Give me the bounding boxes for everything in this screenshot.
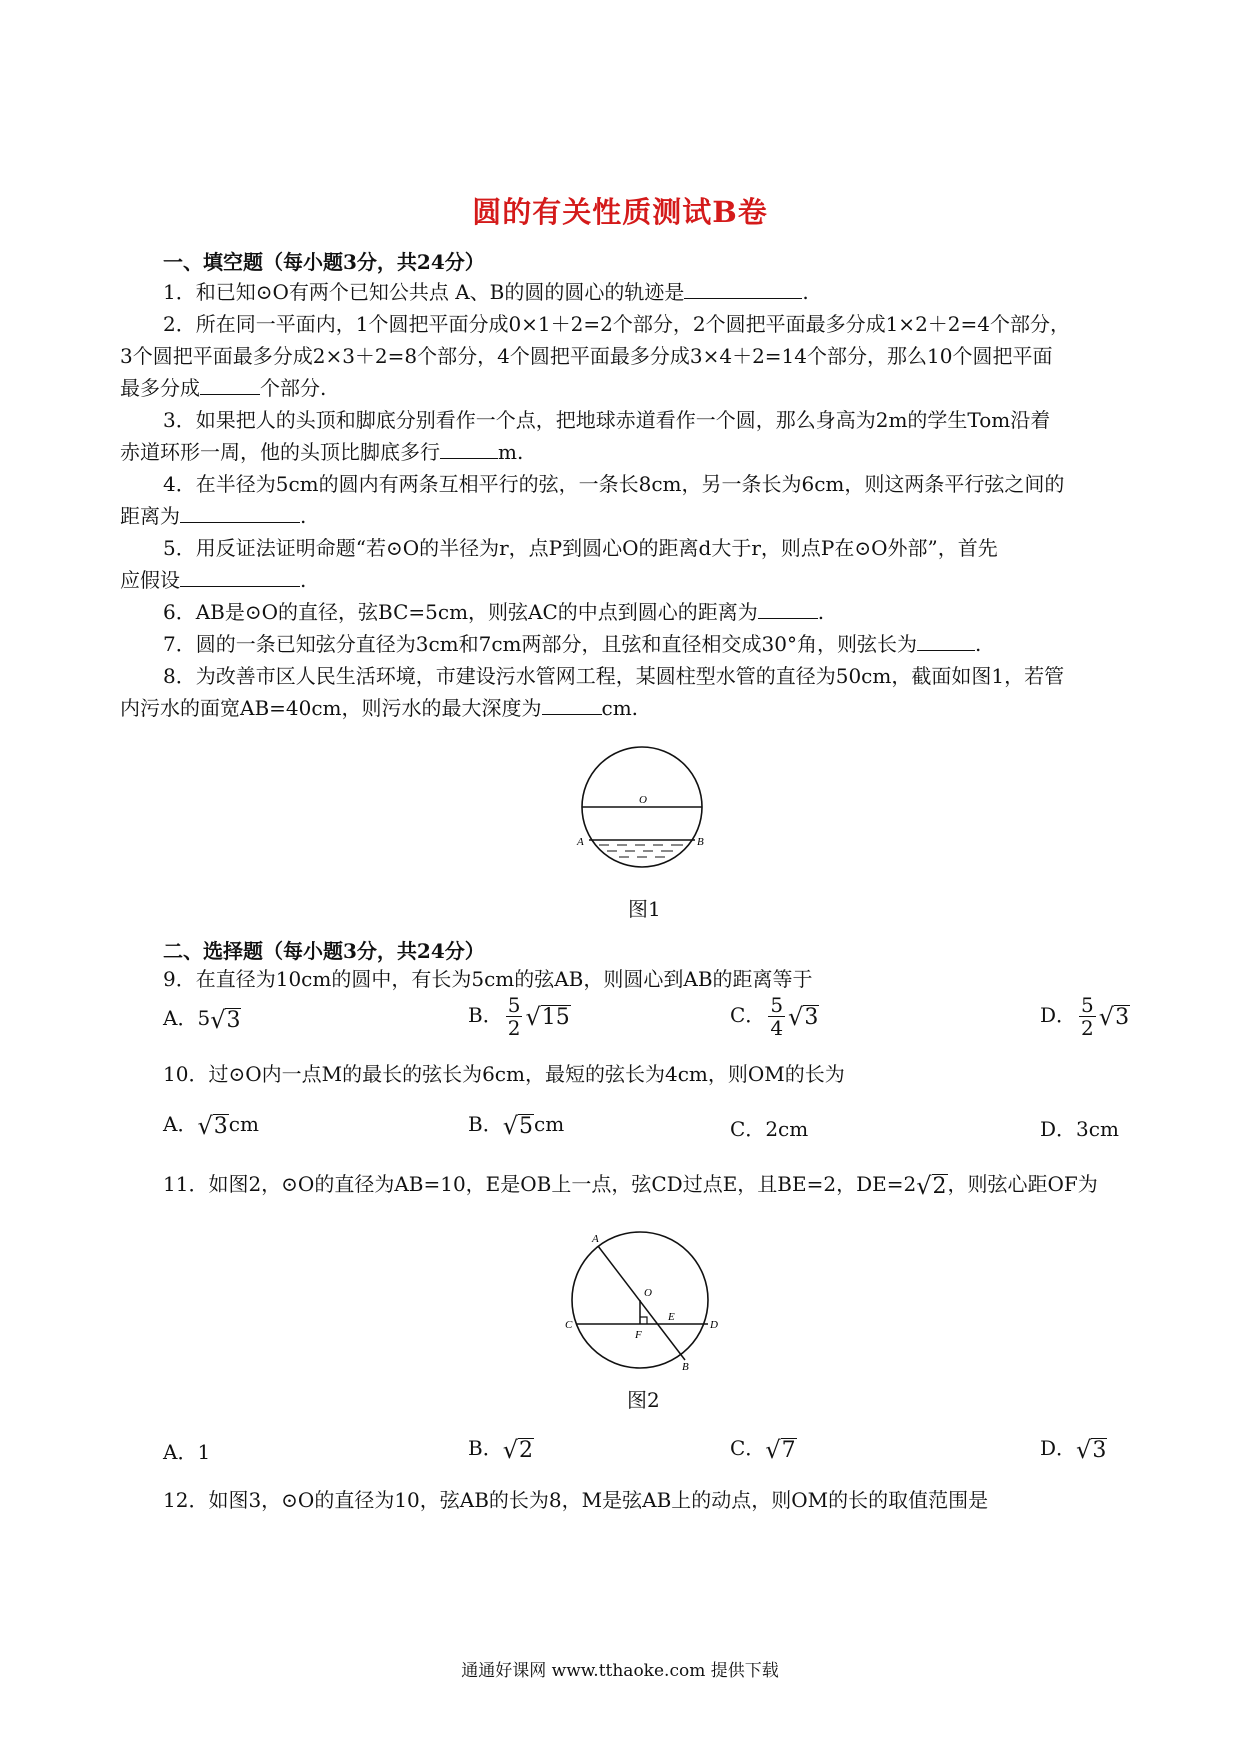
answer-blank-7 <box>917 632 975 651</box>
sqrt: √ 3 <box>1076 1435 1107 1464</box>
fraction: $\frac{5}{4}$ <box>770 993 784 1040</box>
question-2-text-b: 个部分. <box>260 376 327 400</box>
q10-option-c: C．2cm <box>730 1117 809 1141</box>
sqrt: √ 7 <box>765 1435 796 1464</box>
question-8-text-a: 内污水的面宽AB=40cm，则污水的最大深度为 <box>120 696 542 720</box>
q9-option-d: D． $\frac{5}{2}$ √ 3 <box>1040 993 1130 1040</box>
question-4-text-b: . <box>300 504 307 528</box>
question-1 <box>163 280 809 304</box>
question-3-text-b: m. <box>498 440 524 464</box>
label-c: C <box>565 1319 573 1331</box>
sqrt: √ 3 <box>788 1002 819 1031</box>
answer-blank-6 <box>758 600 818 619</box>
sqrt: √ 2 <box>502 1435 533 1464</box>
label-a: A <box>592 1233 599 1245</box>
label-b: B <box>697 836 704 848</box>
label-o: O <box>639 794 647 806</box>
question-4-line-2 <box>120 504 306 528</box>
q11-option-d: D． √ 3 <box>1040 1435 1107 1464</box>
question-4-text-a: 距离为 <box>120 504 180 528</box>
answer-blank-2 <box>200 376 260 395</box>
question-5-line-1: 5．用反证法证明命题“若⊙O的半径为r，点P到圆心O的距离d大于r，则点P在⊙O外部”，首先 <box>163 536 998 560</box>
sqrt: √ 3 <box>1098 1002 1130 1031</box>
question-1-end: . <box>802 280 809 304</box>
section-heading-fill-in: 一、填空题（每小题3分，共24分） <box>163 250 485 274</box>
question-3-text-a: 赤道环形一周，他的头顶比脚底多行 <box>120 440 440 464</box>
right-angle-mark <box>640 1317 647 1324</box>
q11-option-b: B． √ 2 <box>468 1435 533 1464</box>
q10-option-d: D．3cm <box>1040 1117 1119 1141</box>
question-9: 9．在直径为10cm的圆中，有长为5cm的弦AB，则圆心到AB的距离等于 <box>163 967 813 991</box>
question-6-text: 6．AB是⊙O的直径，弦BC=5cm，则弦AC的中点到圆心的距离为 <box>163 600 758 624</box>
page-footer: 通通好课网 www.tthaoke.com 提供下载 <box>461 1661 779 1681</box>
q9-option-c: C． $\frac{5}{4}$ √ 3 <box>730 993 819 1040</box>
question-2-line-1: 2．所在同一平面内，1个圆把平面分成0×1＋2=2个部分，2个圆把平面最多分成1×2＋2=4个部分， <box>163 312 1071 336</box>
label-b: B <box>682 1361 689 1372</box>
answer-blank-4 <box>180 504 300 523</box>
q11-option-a: A．1 <box>163 1440 211 1464</box>
question-8-line-1: 8．为改善市区人民生活环境，市建设污水管网工程，某圆柱型水管的直径为50cm，截面如图1，若管 <box>163 664 1065 688</box>
question-4-line-1: 4．在半径为5cm的圆内有两条互相平行的弦，一条长8cm，另一条长为6cm，则这两条平行弦之间的 <box>163 472 1065 496</box>
question-5-text-b: . <box>300 568 307 592</box>
label-e: E <box>668 1311 675 1323</box>
question-6-end: . <box>817 600 825 624</box>
question-7-text: 7．圆的一条已知弦分直径为3cm和7cm两部分，且弦和直径相交成30°角，则弦长为 <box>163 632 917 656</box>
answer-blank-1 <box>684 280 802 299</box>
sqrt: √ 3 <box>210 1005 241 1034</box>
question-8-line-2 <box>120 696 638 720</box>
fraction: $\frac{5}{2}$ <box>507 993 521 1040</box>
q9-option-b: B． $\frac{5}{2}$ √ 15 <box>468 993 570 1040</box>
figure-2-caption: 图2 <box>627 1388 660 1412</box>
figure-1-caption: 图1 <box>628 897 661 921</box>
question-12: 12．如图3，⊙O的直径为10，弦AB的长为8，M是弦AB上的动点，则OM的长的取值范围是 <box>163 1488 989 1512</box>
figure-2-circle-chord <box>560 1222 720 1372</box>
question-8-text-b: cm. <box>601 696 639 720</box>
answer-blank-5 <box>180 568 300 587</box>
q9-option-a: A．5 √ 3 <box>163 1005 241 1034</box>
question-3-line-2 <box>120 440 523 464</box>
question-2-text-a: 最多分成 <box>120 376 200 400</box>
answer-blank-8 <box>542 696 602 715</box>
answer-blank-3 <box>440 440 498 459</box>
sqrt: √ 15 <box>525 1002 570 1031</box>
question-5-line-2 <box>120 568 306 592</box>
figure-1-pipe-cross-section <box>575 745 715 875</box>
label-o: O <box>644 1287 652 1299</box>
question-2-line-2: 3个圆把平面最多分成2×3＋2=8个部分，4个圆把平面最多分成3×4＋2=14个部分，那么10个圆把平面 <box>120 344 1053 368</box>
section-heading-multiple-choice: 二、选择题（每小题3分，共24分） <box>163 939 485 963</box>
q10-option-a: A． √ 3 cm <box>163 1111 259 1140</box>
question-6 <box>163 600 824 624</box>
question-7 <box>163 632 981 656</box>
diameter-ab <box>598 1246 685 1360</box>
water-hatching <box>599 845 683 857</box>
question-7-end: . <box>974 632 982 656</box>
sqrt: √ 3 <box>197 1111 228 1140</box>
question-5-text-a: 应假设 <box>120 568 180 592</box>
question-10: 10．过⊙O内一点M的最长的弦长为6cm，最短的弦长为4cm，则OM的长为 <box>163 1062 845 1086</box>
label-d: D <box>710 1319 718 1331</box>
sqrt: √ 5 <box>502 1111 533 1140</box>
page-title: 圆的有关性质测试B卷 <box>472 195 768 229</box>
sqrt: √ 2 <box>916 1171 947 1200</box>
label-f: F <box>635 1329 642 1341</box>
question-2-line-3 <box>120 376 326 400</box>
q11-option-c: C． √ 7 <box>730 1435 796 1464</box>
fraction: $\frac{5}{2}$ <box>1081 993 1094 1040</box>
q10-option-b: B． √ 5 cm <box>468 1111 565 1140</box>
question-11: 11．如图2，⊙O的直径为AB=10，E是OB上一点，弦CD过点E，且BE=2，DE=2 √ 2 ，则弦心距OF为 <box>163 1171 1098 1200</box>
label-a: A <box>577 836 584 848</box>
question-3-line-1: 3．如果把人的头顶和脚底分别看作一个点，把地球赤道看作一个圆，那么身高为2m的学生Tom沿着 <box>163 408 1051 432</box>
question-1-text: 1．和已知⊙O有两个已知公共点 A、B的圆的圆心的轨迹是 <box>163 280 685 304</box>
